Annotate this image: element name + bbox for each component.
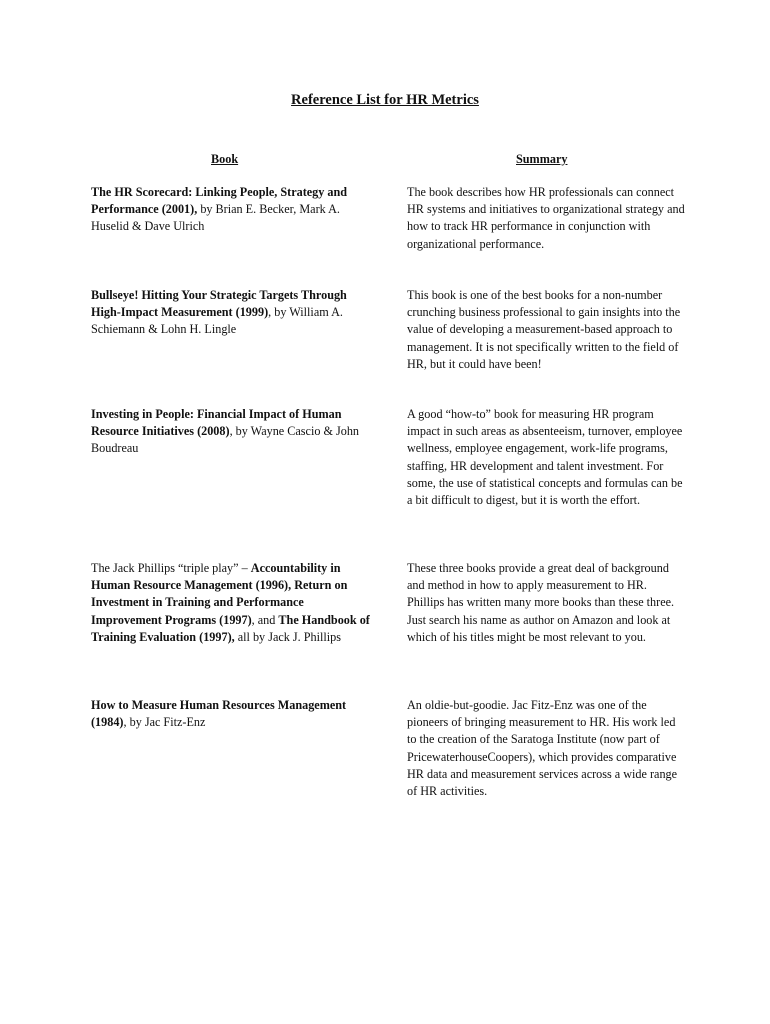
column-header-book: Book (211, 152, 239, 166)
book-author-text: , by Wayne Cascio & John Boudreau (91, 424, 360, 456)
reference-entry-1-summary: The book describes how HR professionals can connect HR systems and initiatives to organizational strategy and how to track HR performance in conjunction with organizational performance. (407, 185, 685, 251)
reference-entry-4-book (91, 560, 376, 646)
book-author-text: The Jack Phillips “triple play” – (91, 561, 251, 575)
reference-entry-3-book (91, 406, 376, 458)
book-author-text: all by Jack J. Phillips (234, 629, 341, 644)
reference-entry-1-book (91, 184, 376, 236)
reference-entry-2-book (91, 287, 376, 339)
book-author-text: , and (251, 612, 279, 627)
book-title-text: Investing in People: Financial Impact of Human Resource Initiatives (2008) (91, 407, 342, 439)
book-author-text: by Brian E. Becker, Mark A. Huselid & Dave Ulrich (91, 202, 340, 234)
book-title-text: How to Measure Human Resources Management (1984) (91, 698, 347, 730)
reference-entry-4-summary: These three books provide a great deal of background and method in how to apply measurement to HR. Phillips has written many more books than these three. Just search his name as author on Amazon and look at which of his titles might be most relevant to you. (407, 561, 675, 644)
reference-entry-3-summary: A good “how-to” book for measuring HR program impact in such areas as absenteeism, turnover, employee wellness, employee engagement, work-life programs, staffing, HR development and talent investment. For some, the use of statistical concepts and formulas can be a bit difficult to digest, but it is worth the effort. (407, 407, 683, 508)
book-title-text: Accountability in Human Resource Management (1996), Return on Investment in Training and Performance Improvement Programs (1997) (91, 561, 348, 627)
reference-entry-2-summary: This book is one of the best books for a non-number crunching business professional to gain insights into the value of developing a measurement-based approach to management. It is not specifically written to the field of HR, but it could have been! (407, 288, 681, 371)
book-title-text: The HR Scorecard: Linking People, Strategy and Performance (2001), (91, 185, 348, 217)
book-title-text: Bullseye! Hitting Your Strategic Targets Through High-Impact Measurement (1999) (91, 288, 347, 320)
book-title-text: The Handbook of Training Evaluation (1997), (91, 612, 370, 644)
book-author-text: , by William A. Schiemann & Lohn H. Lingle (91, 305, 343, 337)
page-title: Reference List for HR Metrics (291, 92, 479, 108)
reference-entry-5-book (91, 697, 376, 731)
book-author-text: , by Jac Fitz-Enz (123, 715, 206, 730)
reference-entry-5-summary: An oldie-but-goodie. Jac Fitz-Enz was one of the pioneers of bringing measurement to HR. His work led to the creation of the Saratoga Institute (now part of PricewaterhouseCoopers), which provides comparative HR data and measurement services across a wide range of HR activities. (407, 698, 678, 799)
column-header-summary: Summary (516, 152, 568, 166)
